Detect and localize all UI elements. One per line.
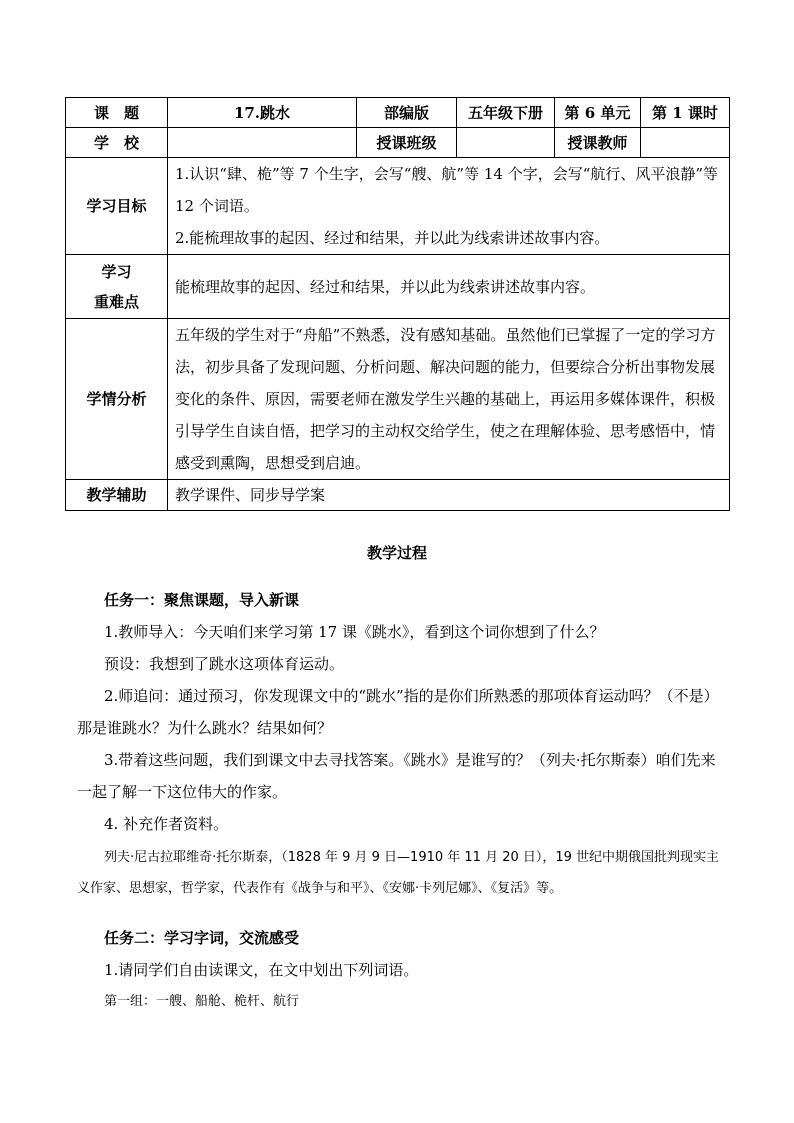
paragraph: 1.教师导入：今天咱们来学习第 17 课《跳水》，看到这个词你想到了什么？ xyxy=(104,623,605,641)
process-body xyxy=(77,584,729,1017)
teacher-label: 授课教师 xyxy=(555,128,641,158)
table-row xyxy=(66,480,730,511)
goal-line-2: 2.能梳理故事的起因、经过和结果，并以此为线索讲述故事内容。 xyxy=(175,229,610,247)
goals-label: 学习目标 xyxy=(66,158,168,255)
paragraph: 4. 补充作者资料。 xyxy=(104,815,229,833)
word-group-1: 第一组：一艘、船舱、桅杆、航行 xyxy=(104,994,300,1009)
table-row xyxy=(66,128,730,158)
lesson-info-table xyxy=(65,97,730,511)
goals-content xyxy=(168,158,730,255)
period: 第 1 课时 xyxy=(641,98,730,128)
table-row xyxy=(66,319,730,480)
aids-content: 教学课件、同步导学案 xyxy=(168,480,730,511)
table-row xyxy=(66,98,730,128)
edition: 部编版 xyxy=(357,98,457,128)
section-title: 教学过程 xyxy=(366,544,427,562)
task-2-heading: 任务二：学习字词，交流感受 xyxy=(104,929,300,947)
key-label xyxy=(66,255,168,319)
grade: 五年级下册 xyxy=(457,98,555,128)
paragraph: 1.请同学们自由读课文，在文中划出下列词语。 xyxy=(104,961,419,979)
teacher-value xyxy=(641,128,730,158)
analysis-text: 五年级的学生对于“舟船”不熟悉，没有感知基础。虽然他们已掌握了一定的学习方法，初步具备了发现问题、分析问题、解决问题的能力，但要综合分析出事物发展变化的条件、原因，需要老师在激发学生兴趣的基础上，再运用多媒体课件，积极引导学生自读自悟，把学习的主动权交给学生，使之在理解体验、思考感悟中，情感受到熏陶，思想受到启迪。 xyxy=(175,326,716,472)
table-row xyxy=(66,158,730,255)
analysis-label: 学情分析 xyxy=(66,319,168,480)
class-value xyxy=(457,128,555,158)
school-label: 学 校 xyxy=(66,128,168,158)
table-row xyxy=(66,255,730,319)
analysis-content xyxy=(168,319,730,480)
key-content: 能梳理故事的起因、经过和结果，并以此为线索讲述故事内容。 xyxy=(168,255,730,319)
goal-line-1: 1.认识“肆、桅”等 7 个生字，会写“艘、航”等 14 个字，会写“航行、风平浪静”等 12 个词语。 xyxy=(175,165,719,215)
paragraph: 预设：我想到了跳水这项体育运动。 xyxy=(104,655,345,673)
key-label-line-2: 重难点 xyxy=(93,292,139,311)
task-1-heading: 任务一：聚焦课题，导入新课 xyxy=(104,591,300,609)
key-label-line-1: 学习 xyxy=(101,262,132,281)
aids-label: 教学辅助 xyxy=(66,480,168,511)
school-value xyxy=(168,128,357,158)
author-note: 列夫·尼古拉耶维奇·托尔斯泰，（1828 年 9 月 9 日—1910 年 11 月 20 日），19 世纪中期俄国批判现实主义作家、思想家，哲学家，代表作有《战争与和平》、《安娜·卡列尼娜》、《复活》等。 xyxy=(77,850,720,896)
topic-label: 课 题 xyxy=(66,98,168,128)
lesson-title: 17.跳水 xyxy=(168,98,357,128)
unit: 第 6 单元 xyxy=(555,98,641,128)
class-label: 授课班级 xyxy=(357,128,457,158)
paragraph: 2.师追问：通过预习，你发现课文中的“跳水”指的是你们所熟悉的那项体育运动吗？（不是）那是谁跳水？为什么跳水？结果如何？ xyxy=(77,687,719,737)
paragraph: 3.带着这些问题，我们到课文中去寻找答案。《跳水》是谁写的？（列夫·托尔斯泰）咱们先来一起了解一下这位伟大的作家。 xyxy=(77,751,716,801)
